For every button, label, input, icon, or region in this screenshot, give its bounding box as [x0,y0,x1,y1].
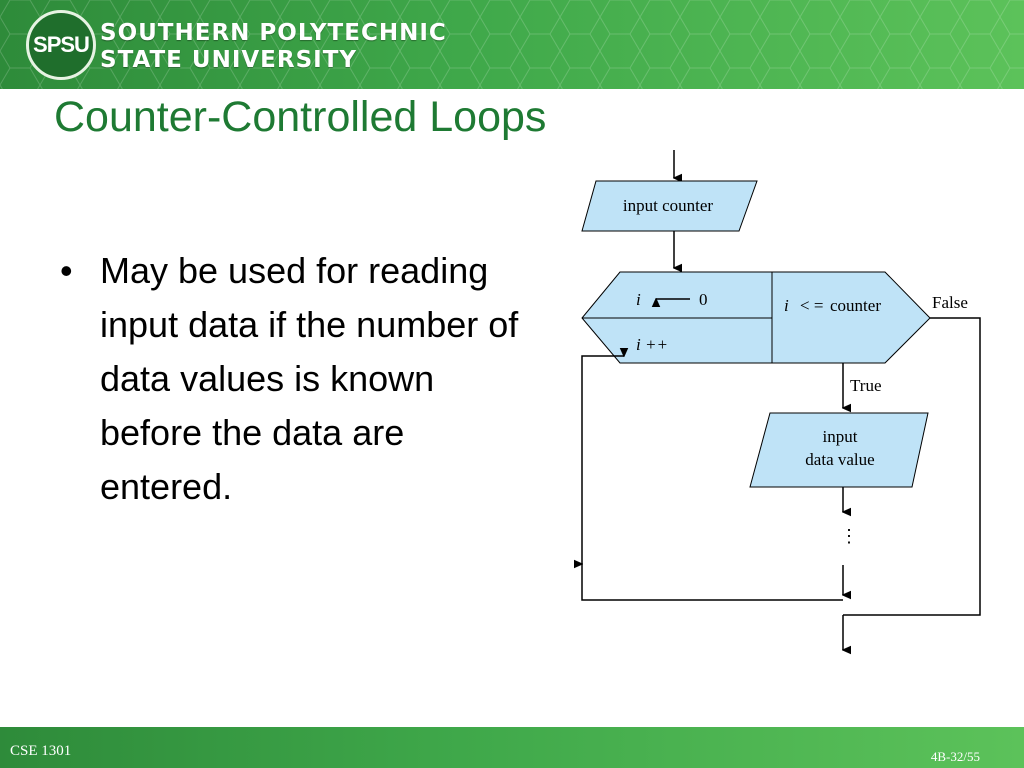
bullet-text: May be used for reading input data if the number of data values is known before the data are entered. [100,250,519,507]
input-data-label-line1: input [822,427,858,446]
false-label: False [932,293,968,312]
slide-title: Counter-Controlled Loops [54,93,547,141]
university-name-line1: SOUTHERN POLYTECHNIC [100,20,447,46]
true-label: True [850,376,882,395]
page-number: 4B-32/55 [930,749,980,764]
condition-var: i [784,296,789,315]
bullet-item [60,244,530,514]
loop-back-line [582,564,843,600]
init-var: i [636,290,641,309]
university-banner [0,0,1024,89]
condition-operator: < = [800,296,824,315]
condition-rhs: counter [830,296,881,315]
continuation-ellipsis: ⋮ [840,526,858,546]
input-counter-label: input counter [622,196,714,215]
course-label: CSE 1301 [10,743,72,759]
flowchart [560,140,1000,660]
university-name-line2: STATE UNIVERSITY [100,47,358,73]
bullet-list [60,244,530,514]
seal-text: SPSU [33,32,89,57]
bullet-marker: • [60,250,73,291]
university-seal-logo [26,10,96,80]
increment-label: i ++ [636,335,668,354]
loop-back-to-increment [582,356,624,564]
input-data-label-line2: data value [805,450,875,469]
footer-bar [0,727,1024,768]
init-value: 0 [699,290,708,309]
